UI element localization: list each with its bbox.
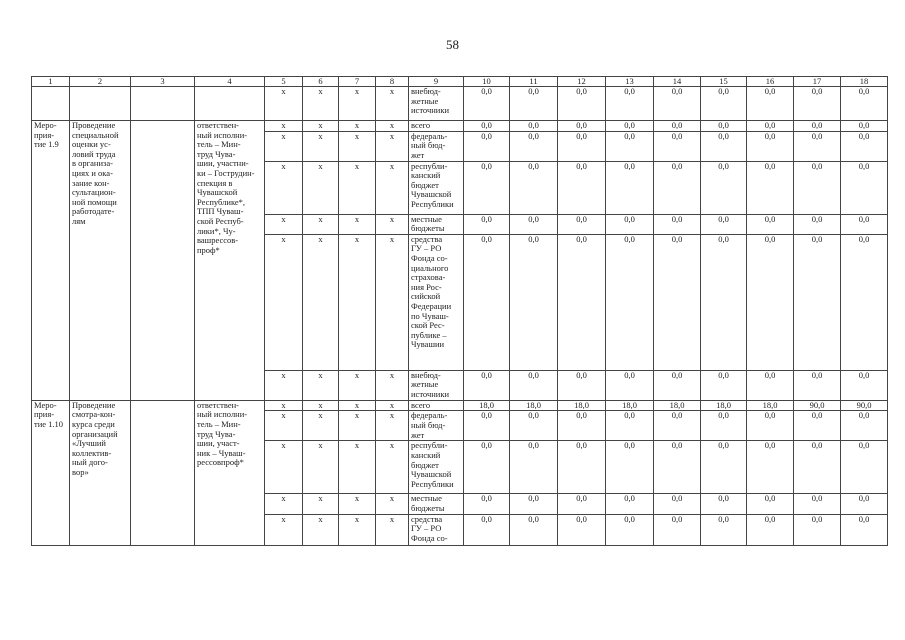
value-cell: 18,0 [747,400,794,411]
value-cell: 0,0 [464,411,510,441]
x-cell: х [265,214,303,234]
value-cell: 0,0 [794,234,841,370]
value-cell: 0,0 [841,234,888,370]
value-cell: 18,0 [606,400,654,411]
x-cell: х [303,514,339,545]
funding-source-cell: средства ГУ – РО Фонда со- [409,514,464,545]
x-cell: х [265,494,303,514]
x-cell: х [303,370,339,400]
continuation-exec-cell [195,87,265,121]
continuation-code-cell [32,87,70,121]
value-cell: 0,0 [464,131,510,161]
x-cell: х [303,441,339,494]
value-cell: 0,0 [794,441,841,494]
value-cell: 0,0 [701,121,747,132]
value-cell: 0,0 [841,494,888,514]
value-cell: 0,0 [841,131,888,161]
value-cell: 0,0 [747,121,794,132]
value-cell: 0,0 [606,234,654,370]
funding-source-cell: внебюд- жетные источники [409,87,464,121]
value-cell: 0,0 [558,87,606,121]
x-cell: х [376,161,409,214]
x-cell: х [303,411,339,441]
x-cell: х [339,370,376,400]
x-cell: х [265,370,303,400]
value-cell: 0,0 [464,87,510,121]
column-number-header-cell: 8 [376,77,409,87]
value-cell: 0,0 [510,161,558,214]
value-cell: 0,0 [510,514,558,545]
value-cell: 0,0 [794,411,841,441]
column-number-header-cell: 10 [464,77,510,87]
column-number-header-cell: 3 [131,77,195,87]
x-cell: х [376,121,409,132]
x-cell: х [376,411,409,441]
value-cell: 0,0 [606,214,654,234]
value-cell: 0,0 [794,514,841,545]
program-table [31,76,888,546]
value-cell: 0,0 [747,441,794,494]
measure-col3-cell [131,400,195,545]
value-cell: 0,0 [510,494,558,514]
value-cell: 0,0 [558,514,606,545]
page-number: 58 [446,37,459,52]
funding-source-cell: средства ГУ – РО Фонда со- циального страхова- ния Рос- сийской Федерации по Чуваш- ской Рес- публике – Чувашии [409,234,464,370]
value-cell: 0,0 [794,87,841,121]
value-cell: 0,0 [464,121,510,132]
value-cell: 0,0 [701,214,747,234]
value-cell: 0,0 [464,234,510,370]
value-cell: 18,0 [701,400,747,411]
value-cell: 0,0 [654,121,701,132]
value-cell: 0,0 [794,370,841,400]
column-number-header-cell: 12 [558,77,606,87]
value-cell: 0,0 [606,131,654,161]
value-cell: 0,0 [654,234,701,370]
value-cell: 0,0 [654,87,701,121]
x-cell: х [376,514,409,545]
column-number-header-cell: 18 [841,77,888,87]
x-cell: х [339,494,376,514]
x-cell: х [339,214,376,234]
continuation-row [32,87,888,121]
funding-source-cell: федераль- ный бюд- жет [409,131,464,161]
funding-source-cell: местные бюджеты [409,494,464,514]
value-cell: 0,0 [558,161,606,214]
value-cell: 0,0 [701,514,747,545]
value-cell: 0,0 [701,131,747,161]
value-cell: 0,0 [747,87,794,121]
value-cell: 0,0 [606,370,654,400]
value-cell: 0,0 [794,494,841,514]
value-cell: 0,0 [464,161,510,214]
value-cell: 0,0 [558,214,606,234]
value-cell: 0,0 [747,370,794,400]
value-cell: 0,0 [606,514,654,545]
value-cell: 90,0 [841,400,888,411]
x-cell: х [376,131,409,161]
value-cell: 0,0 [654,441,701,494]
value-cell: 0,0 [606,494,654,514]
x-cell: х [339,234,376,370]
value-cell: 0,0 [558,411,606,441]
x-cell: х [339,121,376,132]
funding-source-cell: внебюд- жетные источники [409,370,464,400]
value-cell: 0,0 [747,161,794,214]
column-number-header-cell: 2 [70,77,131,87]
value-cell: 0,0 [841,121,888,132]
value-cell: 0,0 [654,370,701,400]
column-number-header-cell: 15 [701,77,747,87]
value-cell: 0,0 [510,87,558,121]
funding-source-cell: всего [409,121,464,132]
value-cell: 0,0 [606,87,654,121]
x-cell: х [303,161,339,214]
value-cell: 0,0 [558,494,606,514]
measure-code-cell: Меро- прия- тие 1.10 [32,400,70,545]
x-cell: х [376,370,409,400]
funding-source-cell: всего [409,400,464,411]
x-cell: х [376,214,409,234]
value-cell: 0,0 [558,234,606,370]
column-number-header-cell: 9 [409,77,464,87]
x-cell: х [303,494,339,514]
table-row [32,400,888,411]
value-cell: 0,0 [701,161,747,214]
x-cell: х [265,400,303,411]
x-cell: х [339,514,376,545]
value-cell: 0,0 [701,441,747,494]
value-cell: 0,0 [794,161,841,214]
column-number-header [32,77,888,87]
x-cell: х [303,131,339,161]
value-cell: 0,0 [654,161,701,214]
value-cell: 0,0 [606,161,654,214]
value-cell: 0,0 [606,121,654,132]
value-cell: 0,0 [841,87,888,121]
value-cell: 0,0 [654,494,701,514]
value-cell: 0,0 [747,234,794,370]
column-number-header-cell: 11 [510,77,558,87]
value-cell: 0,0 [841,370,888,400]
value-cell: 0,0 [794,121,841,132]
value-cell: 0,0 [794,214,841,234]
value-cell: 0,0 [654,214,701,234]
value-cell: 0,0 [747,514,794,545]
value-cell: 0,0 [701,411,747,441]
value-cell: 18,0 [510,400,558,411]
measure-code-cell: Меро- прия- тие 1.9 [32,121,70,401]
column-number-header-cell: 5 [265,77,303,87]
x-cell: х [376,441,409,494]
funding-source-cell: республи- канский бюджет Чувашской Республики [409,441,464,494]
value-cell: 0,0 [747,411,794,441]
column-number-header-cell: 13 [606,77,654,87]
x-cell: х [339,161,376,214]
value-cell: 0,0 [841,214,888,234]
measure-executor-cell: ответствен- ный исполни- тель – Мин- труд Чува- шии, участни- ки – Гострудин- спекция в Чувашской Республике*, ТПП Чуваш- ской Респуб- лики*, Чу- вашрессов- проф* [195,121,265,401]
x-cell: х [303,121,339,132]
funding-source-cell: федераль- ный бюд- жет [409,411,464,441]
x-cell: х [303,87,339,121]
value-cell: 0,0 [558,441,606,494]
column-number-header-cell: 6 [303,77,339,87]
continuation-name-cell [70,87,131,121]
value-cell: 0,0 [747,494,794,514]
value-cell: 0,0 [464,494,510,514]
value-cell: 0,0 [654,131,701,161]
x-cell: х [376,234,409,370]
value-cell: 0,0 [747,131,794,161]
measure-executor-cell: ответствен- ный исполни- тель – Мин- труд Чува- шии, участ- ник – Чуваш- рессовпроф* [195,400,265,545]
x-cell: х [303,214,339,234]
funding-source-cell: местные бюджеты [409,214,464,234]
column-number-header-cell: 16 [747,77,794,87]
value-cell: 0,0 [701,87,747,121]
value-cell: 0,0 [558,131,606,161]
x-cell: х [265,234,303,370]
value-cell: 18,0 [464,400,510,411]
column-number-header-cell: 14 [654,77,701,87]
value-cell: 0,0 [510,411,558,441]
value-cell: 0,0 [654,411,701,441]
x-cell: х [376,494,409,514]
value-cell: 0,0 [464,441,510,494]
value-cell: 0,0 [654,514,701,545]
x-cell: х [339,400,376,411]
x-cell: х [265,121,303,132]
column-number-header-cell: 7 [339,77,376,87]
value-cell: 0,0 [510,441,558,494]
measure-name-cell: Проведение смотра-кон- курса среди организаций «Лучший коллектив- ный дого- вор» [70,400,131,545]
value-cell: 0,0 [794,131,841,161]
value-cell: 0,0 [558,121,606,132]
table-row [32,121,888,132]
value-cell: 0,0 [701,494,747,514]
column-number-header-cell: 4 [195,77,265,87]
x-cell: х [265,514,303,545]
value-cell: 0,0 [510,131,558,161]
value-cell: 0,0 [841,441,888,494]
value-cell: 0,0 [558,370,606,400]
value-cell: 18,0 [654,400,701,411]
value-cell: 0,0 [701,370,747,400]
column-number-header-cell: 1 [32,77,70,87]
value-cell: 0,0 [464,214,510,234]
measure-col3-cell [131,121,195,401]
value-cell: 18,0 [558,400,606,411]
value-cell: 0,0 [464,370,510,400]
value-cell: 0,0 [510,370,558,400]
value-cell: 0,0 [510,234,558,370]
x-cell: х [265,161,303,214]
x-cell: х [376,400,409,411]
value-cell: 0,0 [841,411,888,441]
x-cell: х [265,441,303,494]
x-cell: х [339,411,376,441]
value-cell: 0,0 [510,214,558,234]
x-cell: х [265,87,303,121]
x-cell: х [303,234,339,370]
value-cell: 0,0 [510,121,558,132]
value-cell: 0,0 [841,161,888,214]
value-cell: 0,0 [701,234,747,370]
value-cell: 0,0 [606,441,654,494]
value-cell: 90,0 [794,400,841,411]
value-cell: 0,0 [464,514,510,545]
x-cell: х [339,441,376,494]
value-cell: 0,0 [606,411,654,441]
x-cell: х [339,131,376,161]
x-cell: х [376,87,409,121]
x-cell: х [339,87,376,121]
x-cell: х [265,411,303,441]
value-cell: 0,0 [747,214,794,234]
x-cell: х [303,400,339,411]
funding-source-cell: республи- канский бюджет Чувашской Республики [409,161,464,214]
column-number-header-cell: 17 [794,77,841,87]
continuation-col3-cell [131,87,195,121]
value-cell: 0,0 [841,514,888,545]
x-cell: х [265,131,303,161]
measure-name-cell: Проведение специальной оценки ус- ловий труда в организа- циях и ока- зание кон- сультацион- ной помощи работодате- лям [70,121,131,401]
